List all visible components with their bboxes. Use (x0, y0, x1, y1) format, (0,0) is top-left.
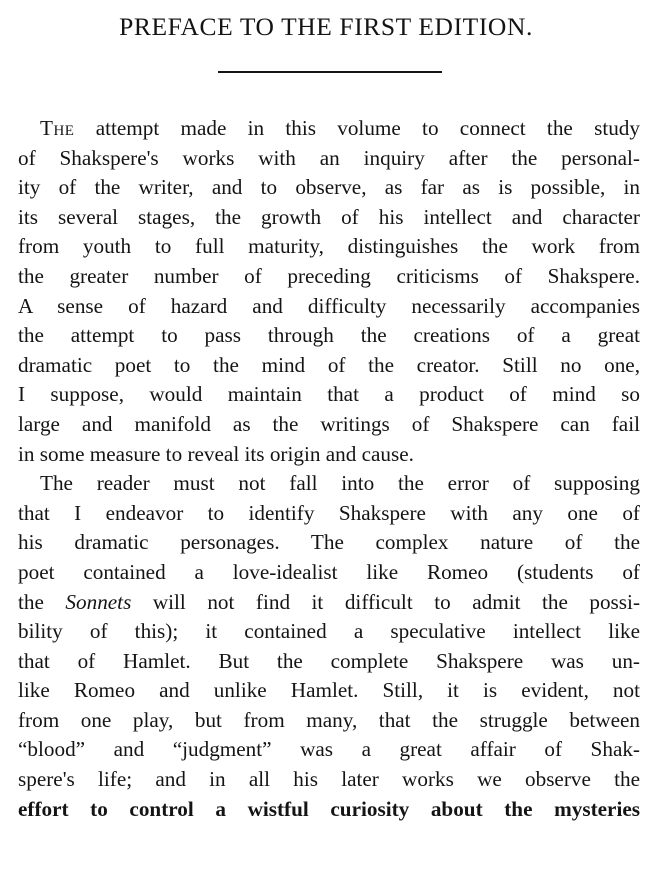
text-line (18, 114, 640, 144)
text-line: from one play, but from many, that the struggle between (18, 707, 640, 732)
text-fragment: will not find it difficult to admit the possi- (131, 589, 640, 614)
text-line (18, 588, 640, 618)
title-divider (218, 71, 442, 73)
text-line: spere's life; and in all his later works we observe the (18, 767, 640, 792)
text-fragment: the (18, 589, 66, 614)
text-line: I suppose, would maintain that a product of mind so (18, 382, 640, 407)
text-line: “blood” and “judgment” was a great affair of Shak- (18, 737, 640, 762)
text-line: that of Hamlet. But the complete Shakspere was un- (18, 648, 640, 673)
body-text (18, 114, 640, 824)
text-line: from youth to full maturity, distinguishes the work from (18, 234, 640, 259)
text-line: large and manifold as the writings of Shakspere can fail (18, 411, 640, 436)
text-line: like Romeo and unlike Hamlet. Still, it is evident, not (18, 678, 640, 703)
text-line-rest: attempt made in this volume to connect the study (74, 116, 640, 140)
text-line: his dramatic personages. The complex nature of the (18, 530, 640, 555)
drop-lead-word: The (40, 116, 75, 140)
sonnets-title: Sonnets (65, 589, 132, 614)
text-line: ity of the writer, and to observe, as far as is possible, in (18, 175, 640, 200)
text-line: poet contained a love-idealist like Romeo (students of (18, 559, 640, 584)
text-line: its several stages, the growth of his intellect and character (18, 204, 640, 229)
text-line: that I endeavor to identify Shakspere with any one of (18, 500, 640, 525)
text-line: A sense of hazard and difficulty necessarily accompanies (18, 293, 640, 318)
text-line: effort to control a wistful curiosity about the mysteries (18, 796, 640, 821)
text-line: The reader must not fall into the error of supposing (40, 471, 640, 496)
text-line: the greater number of preceding criticisms of Shakspere. (18, 263, 640, 288)
text-line: in some measure to reveal its origin and cause. (18, 441, 414, 466)
page-title: PREFACE TO THE FIRST EDITION. (119, 12, 533, 41)
text-line: bility of this); it contained a speculative intellect like (18, 619, 640, 644)
text-line: of Shakspere's works with an inquiry after the personal- (18, 145, 640, 170)
text-line: the attempt to pass through the creations of a great (18, 323, 640, 348)
text-line: dramatic poet to the mind of the creator. Still no one, (18, 352, 640, 377)
